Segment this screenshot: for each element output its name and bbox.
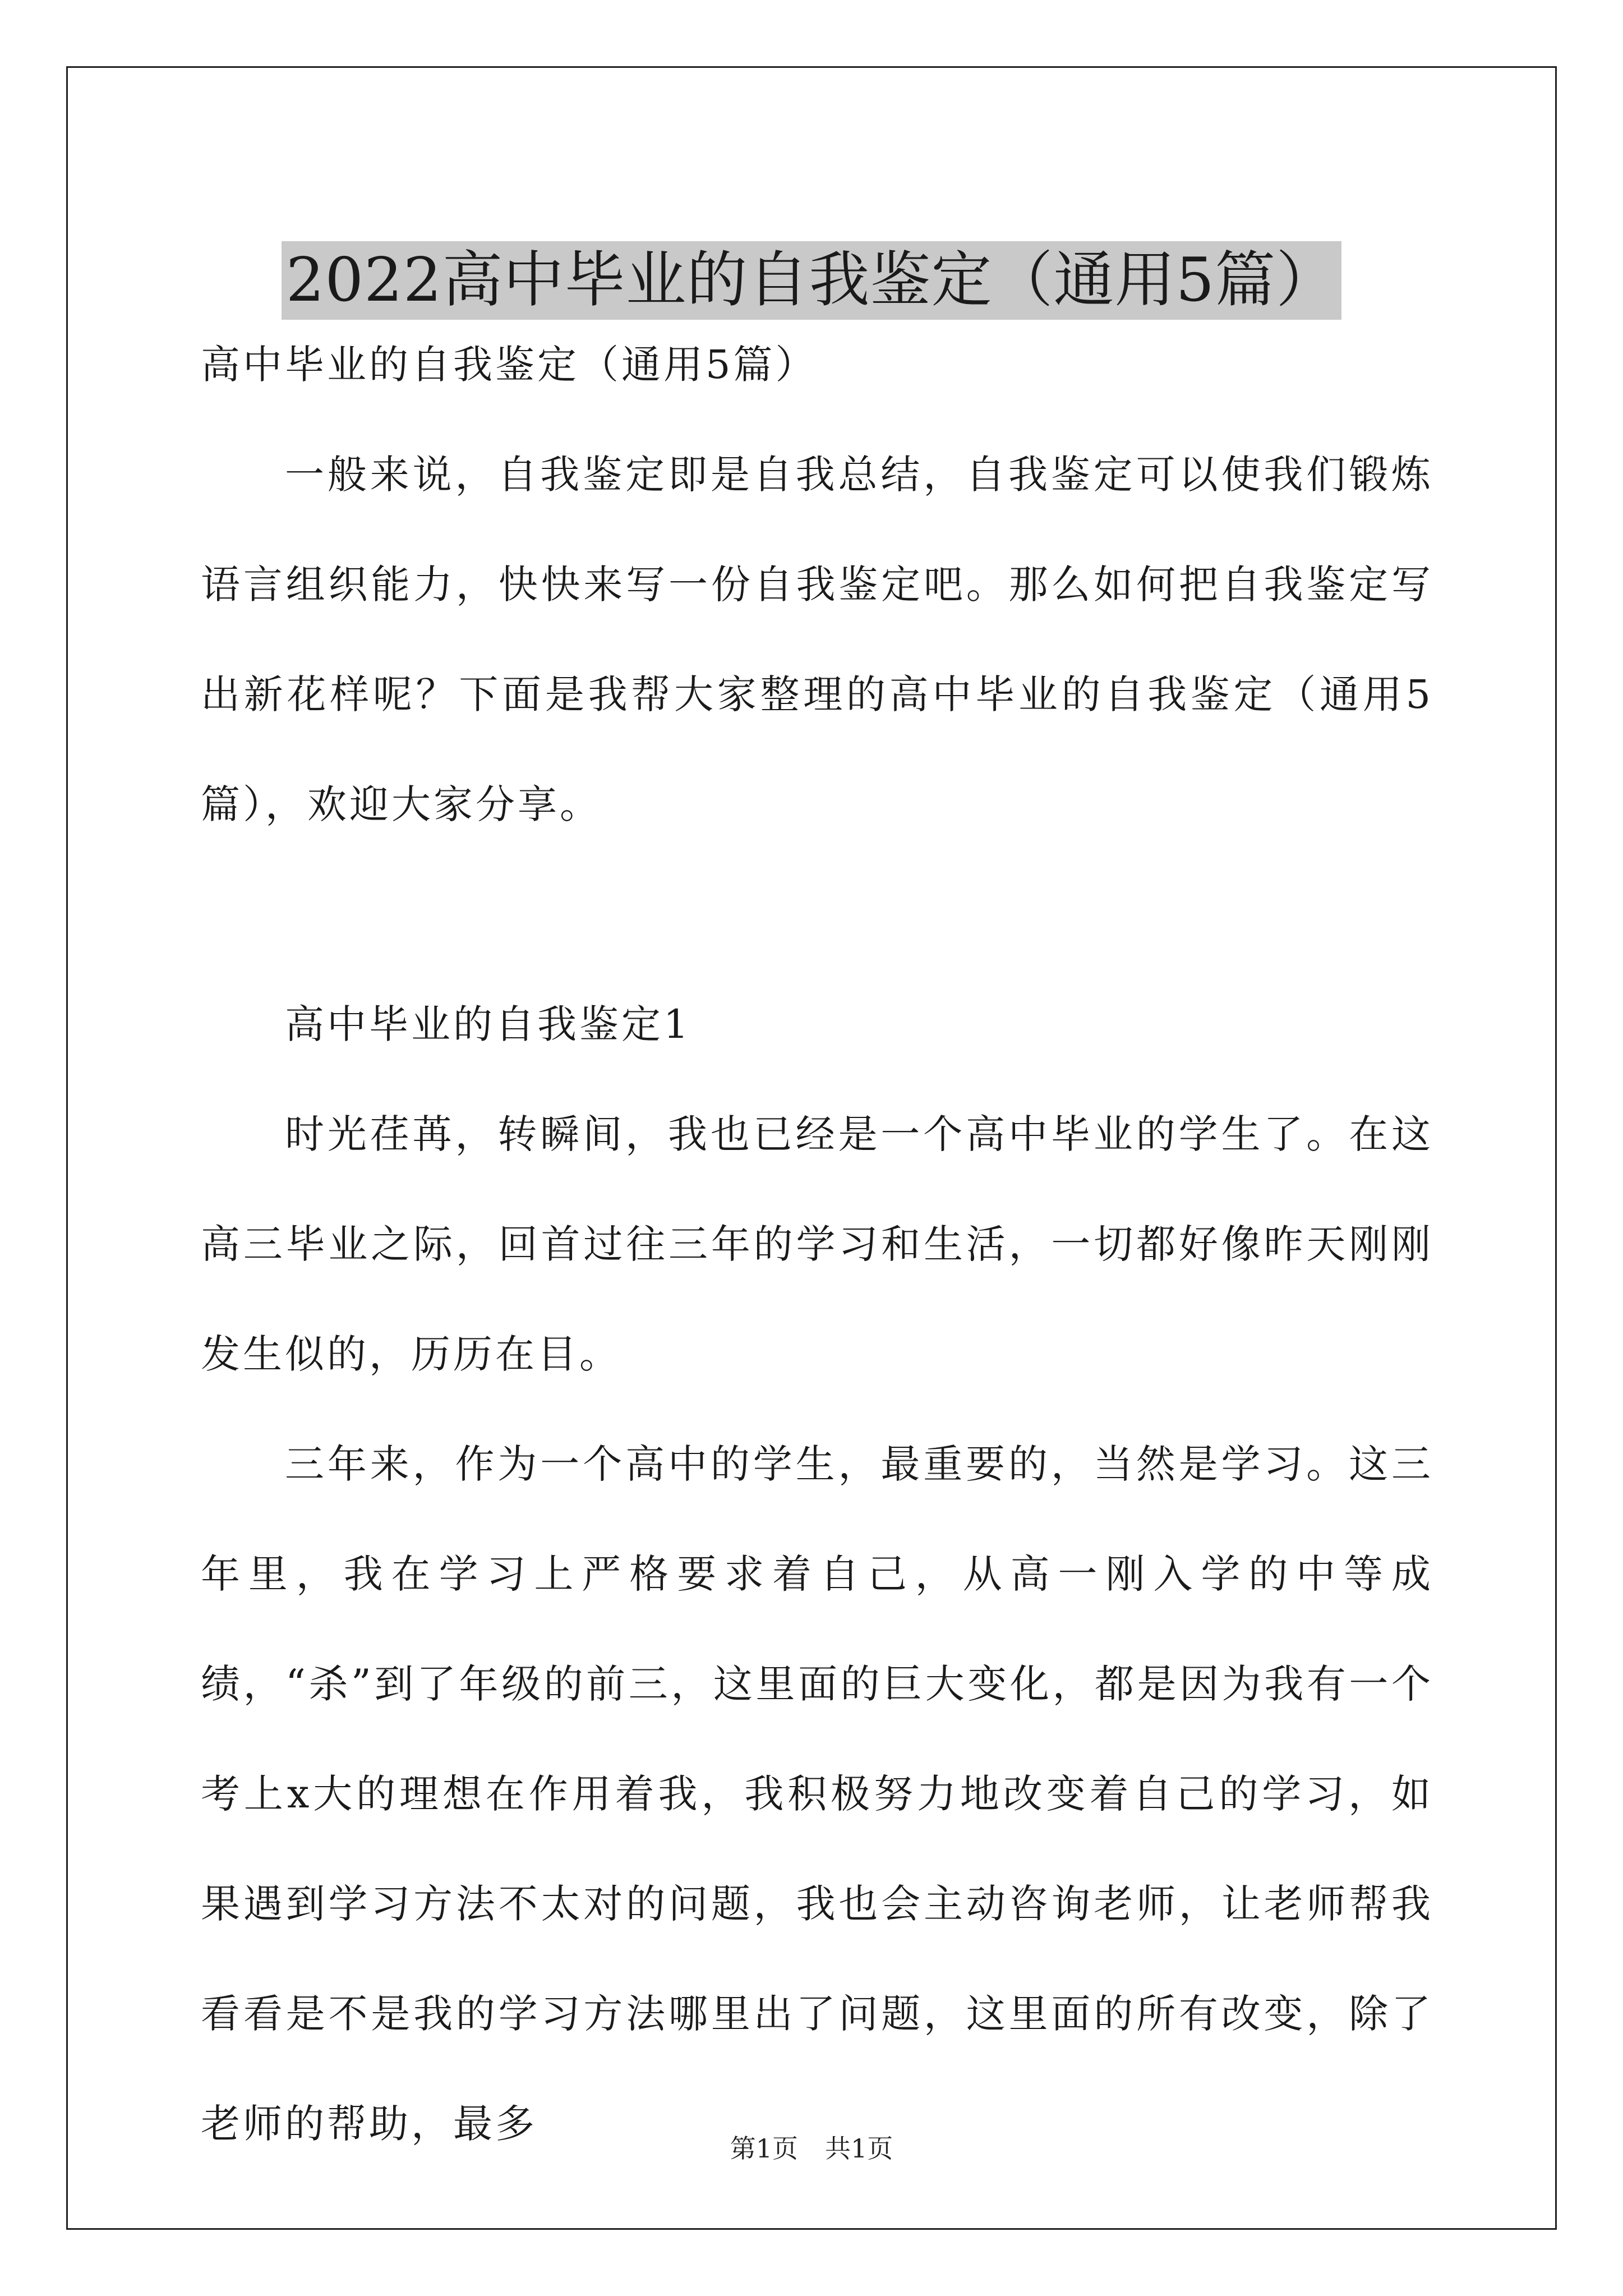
intro-paragraph: 一般来说，自我鉴定即是自我总结，自我鉴定可以使我们锻炼语言组织能力，快快来写一份自我鉴定吧。那么如何把自我鉴定写出新花样呢？下面是我帮大家整理的高中毕业的自我鉴定（通用5篇），欢迎大家分享。 xyxy=(201,452,1433,827)
paragraph-gap xyxy=(201,859,1433,969)
body-paragraph-2: 三年来，作为一个高中的学生，最重要的，当然是学习。这三年里，我在学习上严格要求着自己，从高一刚入学的中等成绩，“杀”到了年级的前三，这里面的巨大变化，都是因为我有一个考上x大的理想在作用着我，我积极努力地改变着自己的学习，如果遇到学习方法不太对的问题，我也会主动咨询老师，让老师帮我看看是不是我的学习方法哪里出了问题，这里面的所有改变，除了老师的帮助，最多 xyxy=(201,1441,1433,2147)
page-footer xyxy=(0,2132,1623,2165)
page-total: 共1页 xyxy=(825,2133,893,2164)
document-subtitle: 高中毕业的自我鉴定（通用5篇） xyxy=(201,342,818,388)
document-body xyxy=(201,310,1433,2179)
page-number: 第1页 xyxy=(730,2133,798,2164)
body-paragraph-1: 时光荏苒，转瞬间，我也已经是一个高中毕业的学生了。在这高三毕业之际，回首过往三年的学习和生活，一切都好像昨天刚刚发生似的，历历在目。 xyxy=(201,1111,1433,1377)
section-heading: 高中毕业的自我鉴定1 xyxy=(285,1001,691,1047)
document-title: 2022高中毕业的自我鉴定（通用5篇） xyxy=(282,241,1342,320)
